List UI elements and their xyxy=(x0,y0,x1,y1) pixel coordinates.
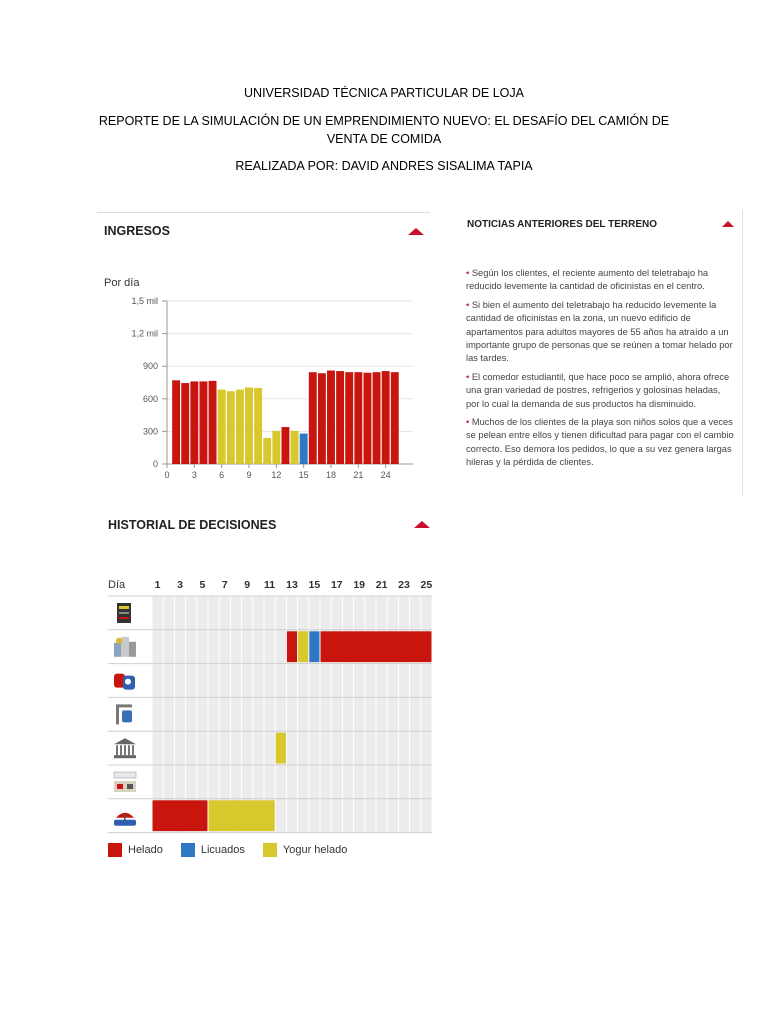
report-title-line1: REPORTE DE LA SIMULACIÓN DE UN EMPRENDIMIENTO NUEVO: EL DESAFÍO DEL CAMIÓN DE xyxy=(98,114,670,128)
x-tick-label: 15 xyxy=(298,470,309,480)
bar xyxy=(363,373,371,464)
decision-span xyxy=(321,631,432,662)
bar xyxy=(236,390,244,464)
icon-part xyxy=(114,738,136,744)
decision-span xyxy=(309,631,319,662)
bar xyxy=(227,391,235,464)
helado-swatch xyxy=(108,843,122,857)
decision-span xyxy=(209,800,275,831)
bar xyxy=(218,390,226,464)
bar xyxy=(245,387,253,464)
news-item: • Según los clientes, el reciente aumento del teletrabajo ha reducido levemente la cantidad de oficinistas en el centro. xyxy=(466,268,709,292)
museum-icon xyxy=(114,738,136,758)
icon-part xyxy=(119,617,129,619)
y-tick-label: 0 xyxy=(152,459,158,469)
ingresos-title: INGRESOS xyxy=(104,224,170,238)
icon-part xyxy=(124,814,126,821)
day-column xyxy=(153,596,163,833)
day-label: 15 xyxy=(308,579,321,591)
day-column xyxy=(231,596,241,833)
icon-part xyxy=(121,637,129,657)
day-column xyxy=(209,596,219,833)
day-column xyxy=(186,596,196,833)
legend-item-licuados: Licuados xyxy=(181,843,245,857)
bar xyxy=(345,372,353,464)
decision-span xyxy=(287,631,297,662)
icon-part xyxy=(117,784,123,789)
legend xyxy=(108,843,365,857)
day-column xyxy=(253,596,263,833)
day-column xyxy=(175,596,185,833)
historial-collapse-icon[interactable] xyxy=(414,521,430,528)
news-item: • El comedor estudiantil, que hace poco se amplió, ahora ofrece una gran variedad de postres, refrigerios y golosinas heladas, por lo cual la demanda de sus productos ha disminuido. xyxy=(466,371,730,409)
ingresos-collapse-icon[interactable] xyxy=(408,228,424,235)
bar xyxy=(354,372,362,464)
bar xyxy=(209,381,217,464)
decision-span xyxy=(153,800,208,831)
x-tick-label: 6 xyxy=(219,470,225,480)
transit-station-icon xyxy=(116,704,132,724)
ingresos-chart xyxy=(97,268,430,488)
bar xyxy=(263,438,271,464)
legend-item-helado: Helado xyxy=(108,843,163,857)
day-column xyxy=(265,596,275,833)
icon-part xyxy=(114,643,121,657)
noticias-list xyxy=(466,267,734,475)
news-item: • Si bien el aumento del teletrabajo ha reducido levemente la cantidad de oficinistas en la zona, un nuevo edificio de apartamentos para adultos mayores de 55 años ha atraído a un importante grupo de personas que se reúnen a tomar helado por las tardes. xyxy=(466,299,733,364)
icon-part xyxy=(120,745,122,755)
bar xyxy=(318,373,326,464)
icon-part xyxy=(129,642,136,657)
x-tick-label: 3 xyxy=(191,470,197,480)
news-item: • Muchos de los clientes de la playa son niños solos que a veces se pelean entre ellos y tienen dificultad para pagar con el cambio correcto. Eso demora los pedidos, lo que a su vez genera largas hileras y la pérdida de clientes. xyxy=(466,417,734,468)
licuados-swatch xyxy=(181,843,195,857)
x-tick-label: 9 xyxy=(246,470,252,480)
bar xyxy=(336,371,344,464)
day-label: 17 xyxy=(330,579,343,591)
icon-part xyxy=(119,612,129,614)
x-tick-label: 21 xyxy=(353,470,364,480)
icon-part xyxy=(124,745,126,755)
y-tick-label: 900 xyxy=(142,361,158,372)
icon-part xyxy=(116,704,119,724)
icon-part xyxy=(119,606,129,609)
bar xyxy=(172,380,180,464)
icon-part xyxy=(128,745,130,755)
university-title: UNIVERSIDAD TÉCNICA PARTICULAR DE LOJA xyxy=(244,86,524,100)
noticias-title: NOTICIAS ANTERIORES DEL TERRENO xyxy=(467,219,658,230)
day-column xyxy=(220,596,230,833)
day-label: 25 xyxy=(420,579,432,591)
downtown-buildings-icon xyxy=(114,637,136,657)
dia-label: Día xyxy=(108,579,126,591)
day-column xyxy=(197,596,207,833)
day-label: 23 xyxy=(398,579,410,591)
icon-part xyxy=(132,745,134,755)
day-label: 11 xyxy=(264,579,276,591)
x-tick-label: 24 xyxy=(380,470,391,480)
yogur-swatch xyxy=(263,843,277,857)
chart-title: Por día xyxy=(104,277,140,289)
day-label: 13 xyxy=(286,579,298,591)
day-label: 1 xyxy=(154,579,161,591)
bar xyxy=(199,381,207,464)
decision-span xyxy=(298,631,308,662)
day-label: 3 xyxy=(177,579,183,591)
parking-lot-icon xyxy=(114,772,136,792)
x-tick-label: 12 xyxy=(271,470,282,480)
y-tick-label: 1,5 mil xyxy=(131,296,158,306)
bar xyxy=(382,371,390,464)
theater-masks-icon xyxy=(114,674,135,690)
icon-part xyxy=(122,710,132,722)
bar xyxy=(181,383,189,464)
y-tick-label: 300 xyxy=(142,426,158,437)
icon-part xyxy=(125,679,131,685)
icon-part xyxy=(116,745,118,755)
bar xyxy=(272,431,280,464)
bar xyxy=(391,372,399,464)
day-label: 9 xyxy=(244,579,251,591)
y-tick-label: 1,2 mil xyxy=(131,328,158,339)
day-column xyxy=(276,596,286,833)
historial-title: HISTORIAL DE DECISIONES xyxy=(108,518,277,532)
day-label: 19 xyxy=(353,579,366,591)
day-label: 7 xyxy=(221,579,228,591)
bar xyxy=(373,372,381,464)
noticias-collapse-icon[interactable] xyxy=(722,221,734,227)
icon-part xyxy=(114,772,136,778)
bar xyxy=(300,434,308,464)
office-tower-icon xyxy=(117,603,131,623)
day-column xyxy=(242,596,252,833)
icon-part xyxy=(116,704,132,707)
day-label: 21 xyxy=(375,579,388,591)
bar xyxy=(254,388,262,464)
day-column xyxy=(164,596,174,833)
icon-part xyxy=(114,755,136,758)
y-tick-label: 600 xyxy=(142,393,158,404)
x-tick-label: 18 xyxy=(325,470,337,480)
bar xyxy=(327,371,335,464)
day-label: 5 xyxy=(199,579,206,591)
report-title-line2: VENTA DE COMIDA xyxy=(326,132,442,146)
beach-icon xyxy=(114,813,136,826)
bar xyxy=(309,372,317,464)
bar xyxy=(281,427,289,464)
bar xyxy=(291,431,299,464)
decision-span xyxy=(276,733,286,764)
author-line: REALIZADA POR: DAVID ANDRES SISALIMA TAPIA xyxy=(235,159,533,173)
historial-grid xyxy=(100,572,432,837)
x-tick-label: 0 xyxy=(164,470,170,480)
icon-part xyxy=(127,784,133,789)
legend-item-yogur: Yogur helado xyxy=(263,843,347,857)
bar xyxy=(190,381,198,464)
icon-part xyxy=(116,638,122,644)
